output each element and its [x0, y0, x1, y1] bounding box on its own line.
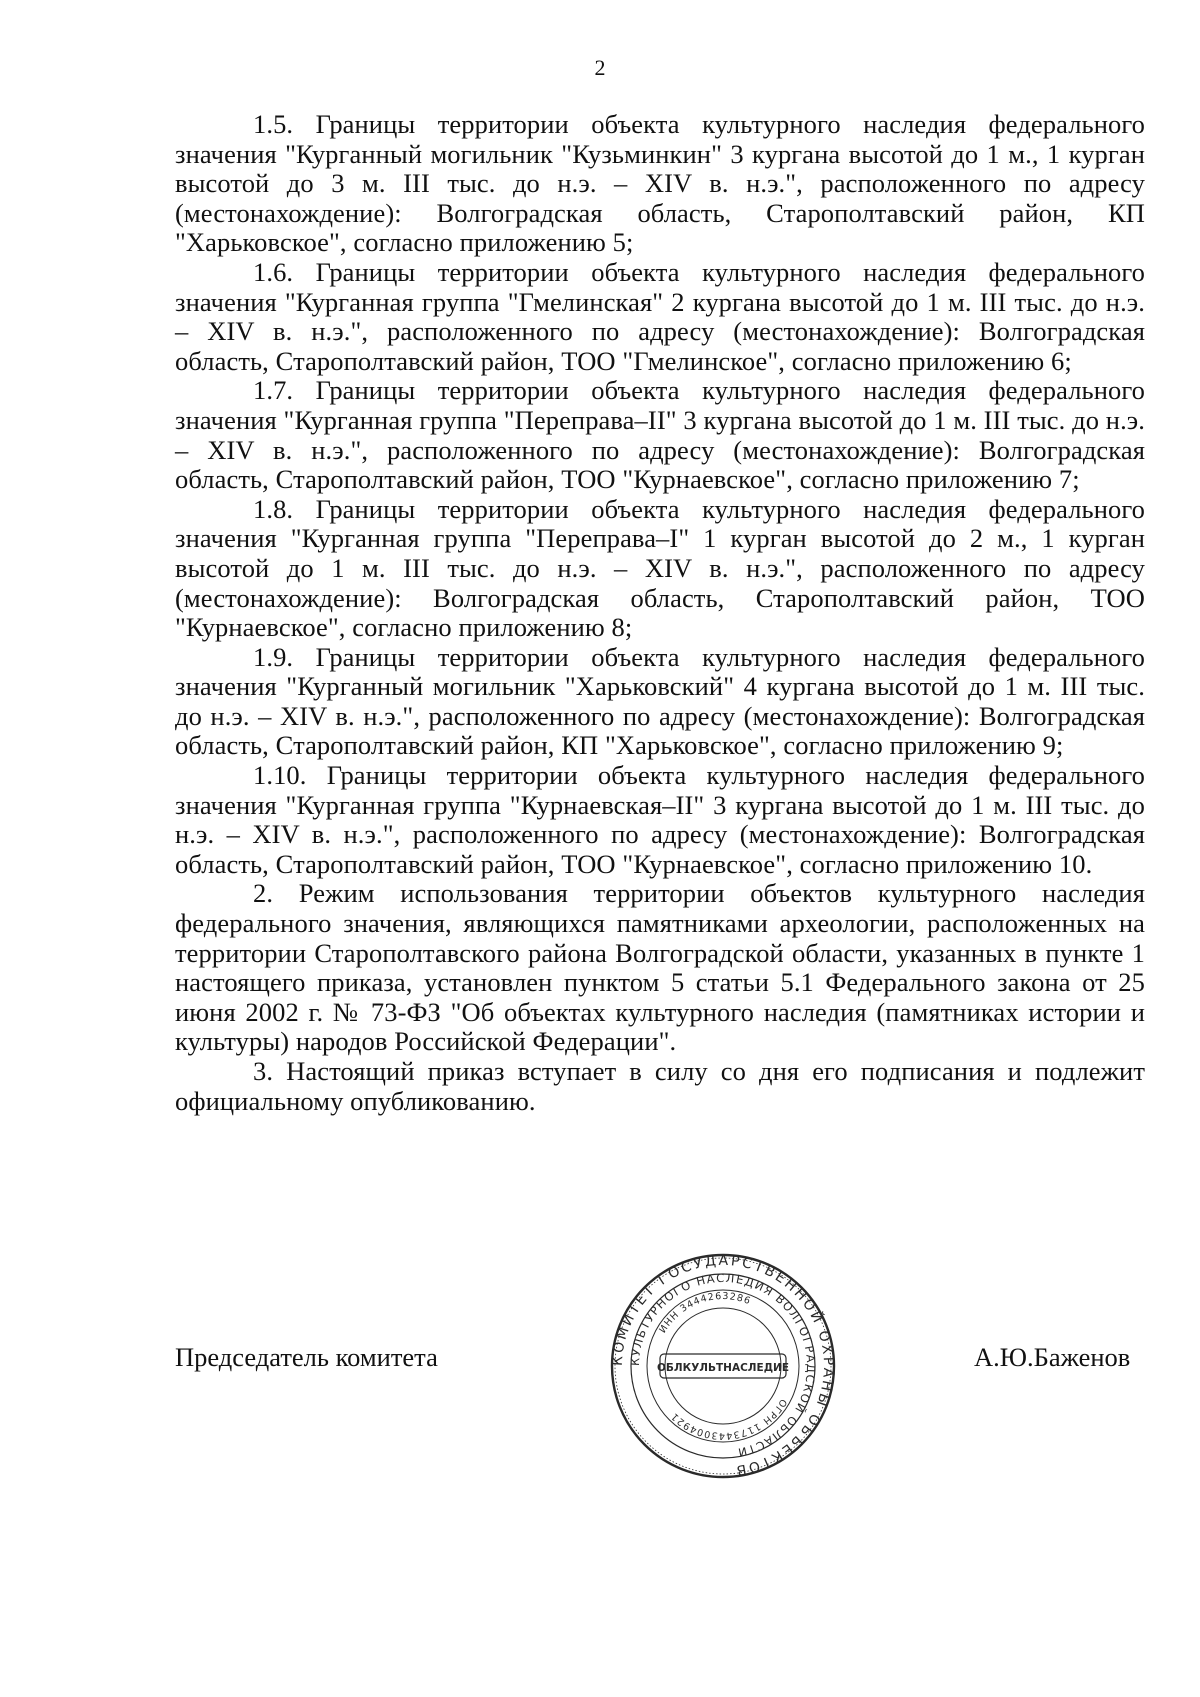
seal-inn: ИНН 3444263286	[657, 1290, 753, 1336]
paragraph-1-6: 1.6. Границы территории объекта культурного наследия федерального значения "Курганная группа "Гмелинская" 2 кургана высотой до 1 м. III тыс. до н.э. – XIV в. н.э.", расположенного по адресу (местонахождение): Волгоградская область, Старополтавский район, ТОО "Гмелинское", согласно приложению 6;	[175, 256, 1145, 376]
seal-inner-ring-text: КУЛЬТУРНОГО НАСЛЕДИЯ ВОЛГОГРАДСКОЙ ОБЛАСТИ	[627, 1270, 819, 1460]
seal-ogrn: ОГРН 1173443004921	[668, 1396, 789, 1442]
seal-center-text: ОБЛКУЛЬТНАСЛЕДИЕ	[656, 1362, 790, 1374]
seal-outer-ring-text: КОМИТЕТ ГОСУДАРСТВЕННОЙ ОХРАНЫ ОБЪЕКТОВ	[610, 1253, 836, 1479]
paragraph-3: 3. Настоящий приказ вступает в силу со дня его подписания и подлежит официальному опубликованию.	[175, 1056, 1145, 1116]
paragraph-1-8: 1.8. Границы территории объекта культурного наследия федерального значения "Курганная группа "Переправа–I" 1 курган высотой до 2 м., 1 курган высотой до 1 м. III тыс. до н.э. – XIV в. н.э.", расположенного по адресу (местонахождение): Волгоградская область, Старополтавский район, ТОО "Курнаевское", согласно приложению 8;	[175, 493, 1145, 643]
official-seal-stamp	[610, 1253, 836, 1479]
paragraph-1-9: 1.9. Границы территории объекта культурного наследия федерального значения "Курганный могильник "Харьковский" 4 кургана высотой до 1 м. III тыс. до н.э. – XIV в. н.э.", расположенного по адресу (местонахождение): Волгоградская область, Старополтавский район, КП "Харьковское", согласно приложению 9;	[175, 641, 1145, 761]
paragraph-1-7: 1.7. Границы территории объекта культурного наследия федерального значения "Курганная группа "Переправа–II" 3 кургана высотой до 1 м. III тыс. до н.э. – XIV в. н.э.", расположенного по адресу (местонахождение): Волгоградская область, Старополтавский район, ТОО "Курнаевское", согласно приложению 7;	[175, 375, 1145, 495]
paragraph-1-5: 1.5. Границы территории объекта культурного наследия федерального значения "Курганный могильник "Кузьминкин" 3 кургана высотой до 1 м., 1 курган высотой до 3 м. III тыс. до н.э. – XIV в. н.э.", расположенного по адресу (местонахождение): Волгоградская область, Старополтавский район, КП "Харьковское", согласно приложению 5;	[175, 109, 1145, 258]
document-body	[175, 110, 1145, 1116]
paragraph-1-10: 1.10. Границы территории объекта культурного наследия федерального значения "Курганная группа "Курнаевская–II" 3 кургана высотой до 1 м. III тыс. до н.э. – XIV в. н.э.", расположенного по адресу (местонахождение): Волгоградская область, Старополтавский район, ТОО "Курнаевское", согласно приложению 10.	[175, 760, 1145, 879]
page-number: 2	[594, 55, 606, 80]
signatory-position: Председатель комитета	[175, 1342, 438, 1372]
paragraph-2: 2. Режим использования территории объектов культурного наследия федерального значения, являющихся памятниками археологии, расположенных на территории Старополтавского района Волгоградской области, указанных в пункте 1 настоящего приказа, установлен пунктом 5 статьи 5.1 Федерального закона от 25 июня 2002 г. № 73-ФЗ "Об объектах культурного наследия (памятниках истории и культуры) народов Российской Федерации".	[175, 878, 1145, 1057]
signatory-name: А.Ю.Баженов	[974, 1342, 1131, 1372]
